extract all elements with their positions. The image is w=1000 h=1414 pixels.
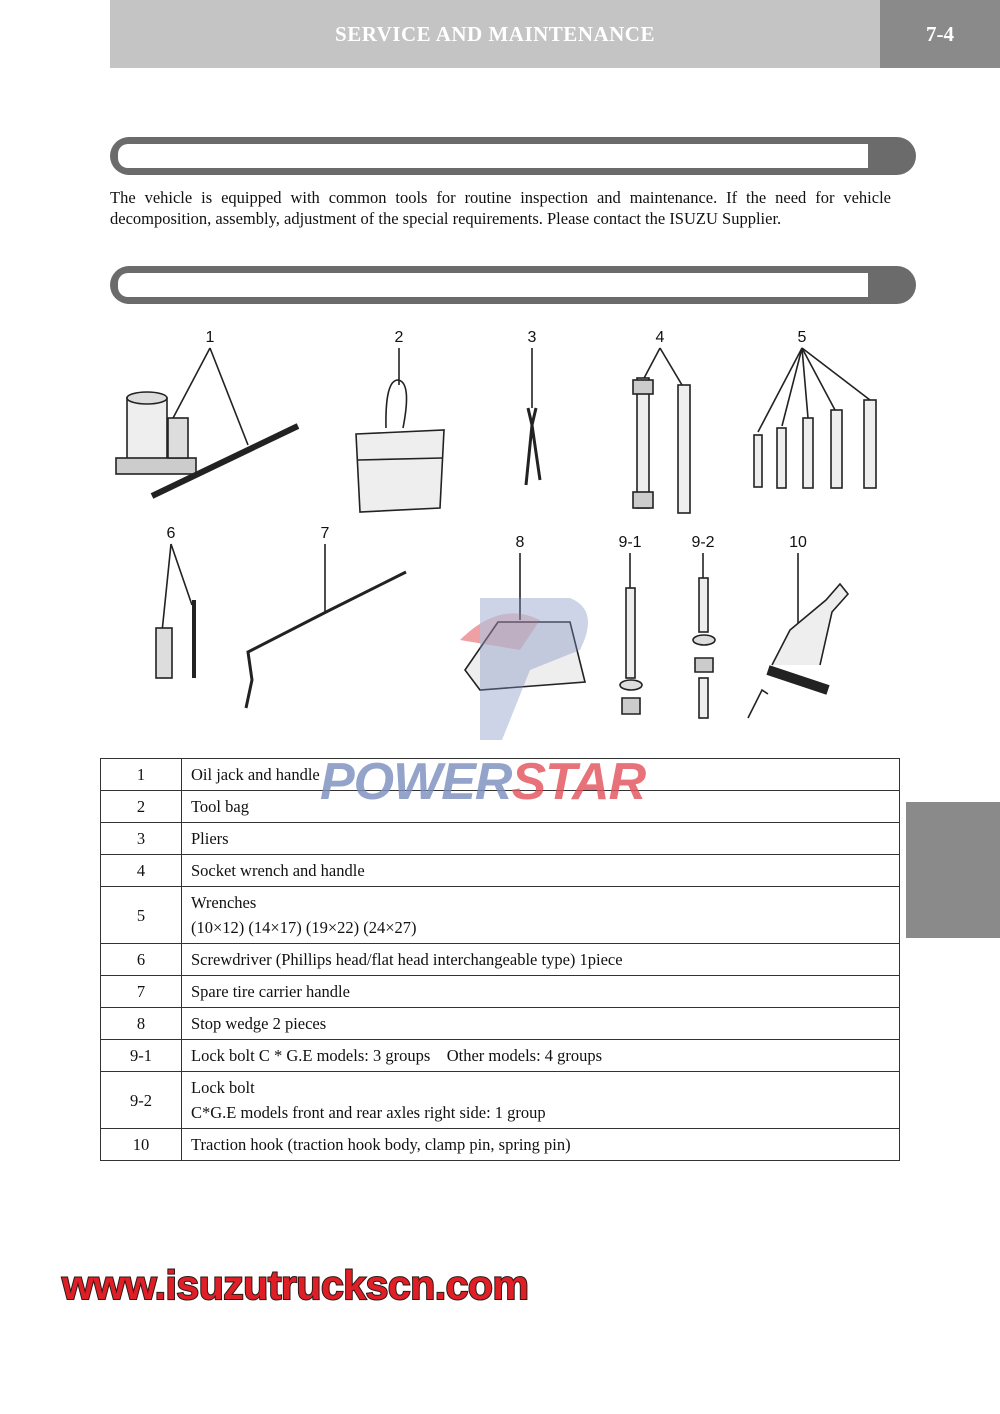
table-row: 6 Screwdriver (Phillips head/flat head interchangeable type) 1piece: [101, 944, 900, 976]
row-desc-2: (10×12) (14×17) (19×22) (24×27): [191, 918, 417, 937]
page-header: [110, 0, 1000, 68]
figure-label-9-1: 9-1: [618, 534, 642, 551]
table-row: 8 Stop wedge 2 pieces: [101, 1008, 900, 1040]
table-row: 3 Pliers: [101, 823, 900, 855]
table-row: 9-2 Lock bolt C*G.E models front and rear axles right side: 1 group: [101, 1072, 900, 1129]
table-row: 9-1 Lock bolt C * G.E models: 3 groups Other models: 4 groups: [101, 1040, 900, 1072]
row-desc: Wrenches: [191, 893, 257, 912]
table-row: 5 Wrenches (10×12) (14×17) (19×22) (24×27): [101, 887, 900, 944]
chapter-tab: [906, 802, 1000, 938]
figure-label-10: 10: [789, 534, 807, 551]
row-desc: Lock bolt: [191, 1078, 255, 1097]
section-heading-bar-1: [110, 137, 916, 175]
powerstar-watermark: POWERSTAR: [320, 753, 646, 811]
table-row: 4 Socket wrench and handle: [101, 855, 900, 887]
intro-paragraph: The vehicle is equipped with common tools for routine inspection and maintenance. If the need for vehicle decomposition, assembly, adjustment of the special requirements. Please contact the ISUZU Supplier.: [110, 188, 891, 228]
figure-label-2: 2: [394, 329, 404, 346]
figure-label-9-2: 9-2: [691, 534, 715, 551]
table-row: 10 Traction hook (traction hook body, clamp pin, spring pin): [101, 1129, 900, 1161]
figure-label-4: 4: [655, 329, 665, 346]
tools-illustration: [100, 320, 920, 740]
section-heading-bar-2: [110, 266, 916, 304]
figure-label-8: 8: [515, 534, 525, 551]
table-row: 2 Tool bag: [101, 791, 900, 823]
figure-label-6: 6: [166, 525, 176, 542]
table-row: 7 Spare tire carrier handle: [101, 976, 900, 1008]
header-title: SERVICE AND MAINTENANCE: [335, 22, 655, 46]
table-row: 1 Oil jack and handle: [101, 759, 900, 791]
row-desc-2: C*G.E models front and rear axles right side: 1 group: [191, 1103, 546, 1122]
figure-label-7: 7: [320, 525, 330, 542]
figure-label-1: 1: [205, 329, 215, 346]
page-number: 7-4: [880, 0, 1000, 68]
website-url[interactable]: www.isuzutruckscn.com: [62, 1262, 529, 1308]
tools-table: [100, 758, 900, 1161]
figure-label-5: 5: [797, 329, 807, 346]
figure-label-3: 3: [527, 329, 537, 346]
